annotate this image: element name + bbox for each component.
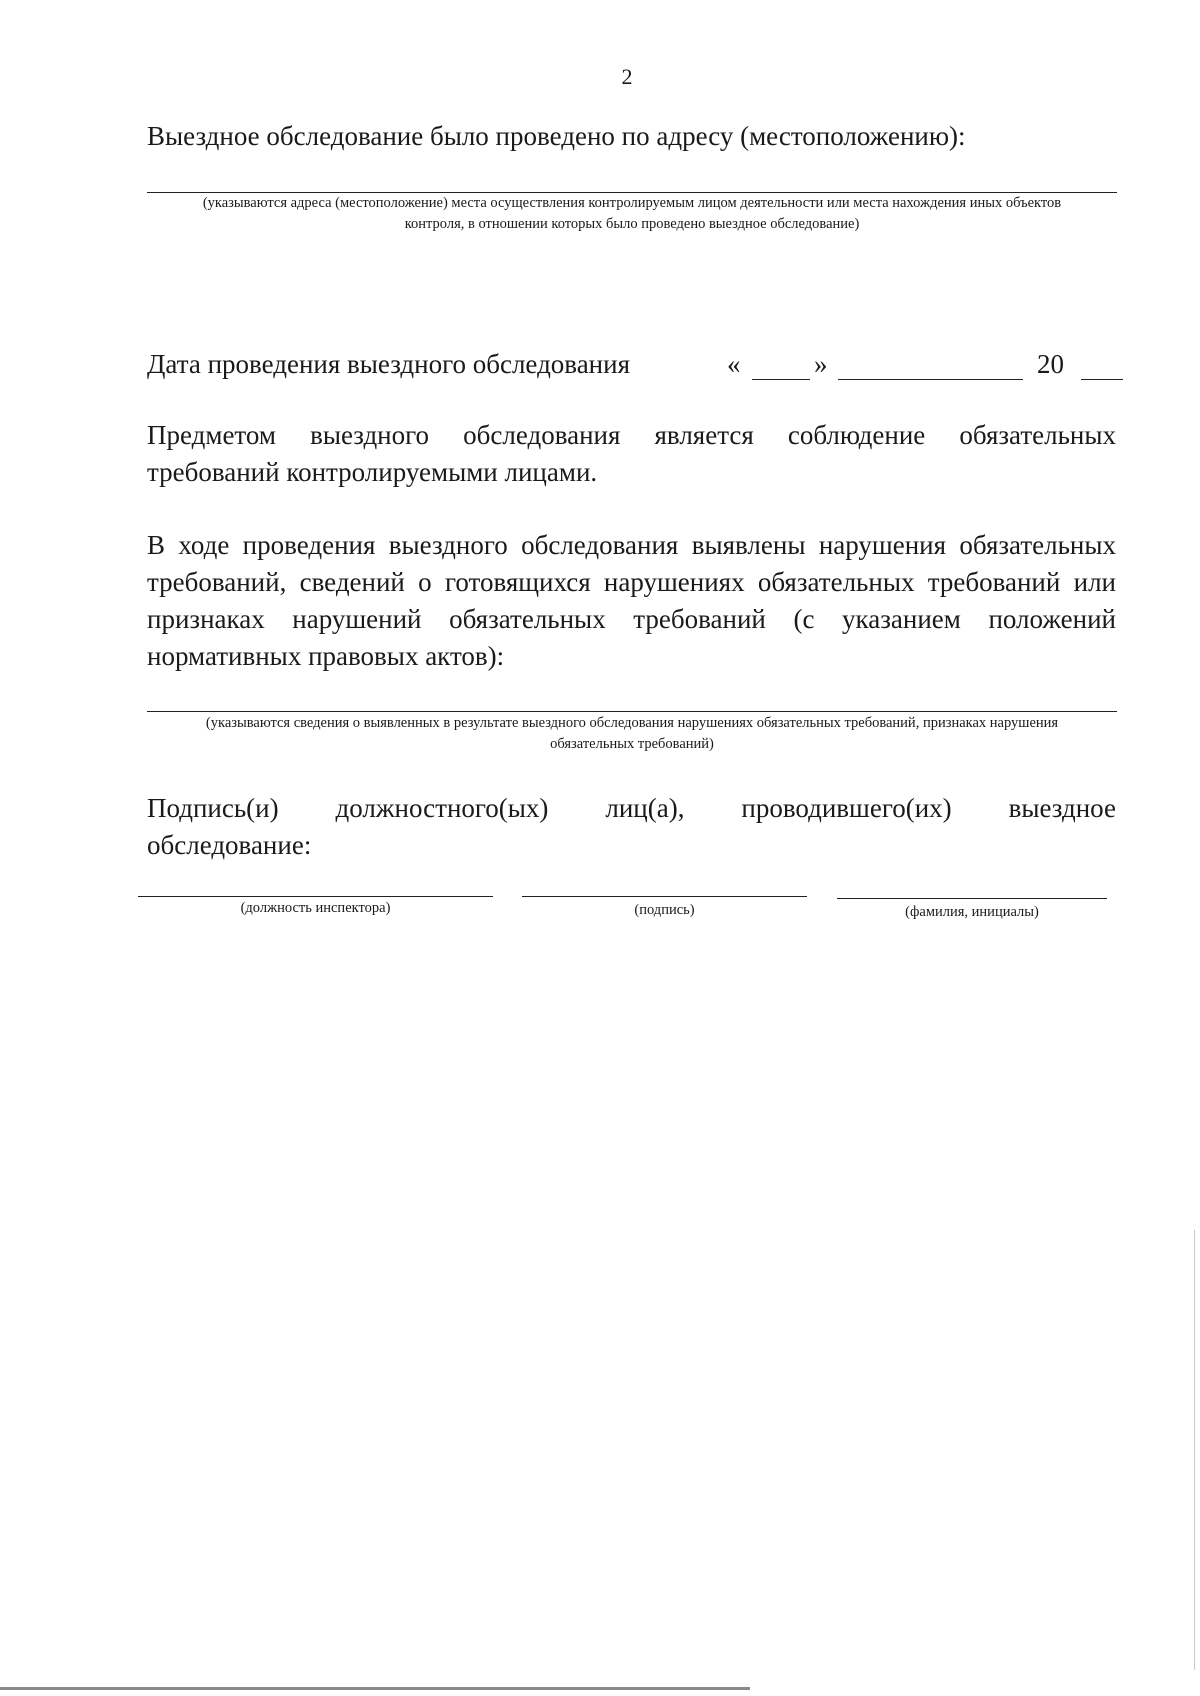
address-caption-line1: (указываются адреса (местоположение) места осуществления контролируемым лицом деятельности или места нахождения иных объектов [202,195,1062,211]
date-year-field[interactable] [1081,379,1123,380]
address-heading: Выездное обследование было проведено по адресу (местоположению): [147,121,966,151]
date-month-field[interactable] [838,379,1023,380]
violations-paragraph-line2: требований, сведений о готовящихся нарушениях обязательных требований или [147,567,1116,597]
date-label: Дата проведения выездного обследования [147,349,630,379]
inspector-position-caption: (должность инспектора) [240,900,391,916]
violations-fill-line[interactable] [147,711,1117,712]
violations-paragraph-line4: нормативных правовых актов): [147,641,505,671]
date-year-prefix: 20 [1037,349,1064,379]
name-initials-caption: (фамилия, инициалы) [905,904,1039,920]
signature-caption: (подпись) [634,902,695,918]
signature-field[interactable] [522,896,807,897]
subject-paragraph-line2: требований контролируемыми лицами. [147,457,598,487]
violations-caption-line1: (указываются сведения о выявленных в результате выездного обследования нарушениях обязательных требований, признаках нарушения [205,715,1059,731]
name-initials-field[interactable] [837,898,1107,899]
date-open-quote: « [727,349,741,379]
violations-paragraph-line3: признаках нарушений обязательных требований (с указанием положений [147,604,1116,634]
violations-paragraph-line1: В ходе проведения выездного обследования выявлены нарушения обязательных [147,530,1116,560]
page-number: 2 [621,64,633,89]
scan-edge-bottom [0,1687,750,1690]
signature-label-line2: обследование: [147,830,312,860]
inspector-position-field[interactable] [138,896,493,897]
subject-paragraph-line1: Предметом выездного обследования является соблюдение обязательных [147,420,1116,450]
address-caption-line2: контроля, в отношении которых было проведено выездное обследование) [404,216,860,232]
date-close-quote: » [814,349,828,379]
signature-label-line1: Подпись(и) должностного(ых) лиц(а), проводившего(их) выездное [147,793,1116,823]
violations-caption-line2: обязательных требований) [550,736,714,752]
date-day-field[interactable] [752,379,810,380]
scan-edge-right [1194,1230,1195,1670]
